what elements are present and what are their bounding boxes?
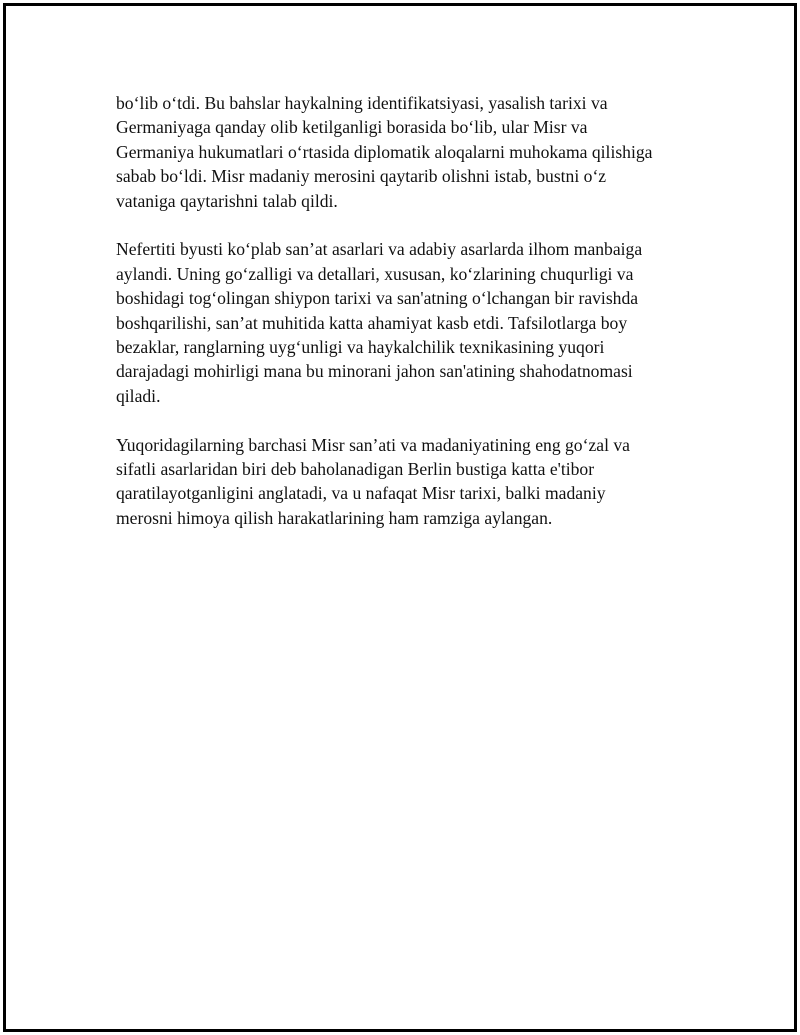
text-line: Yuqoridagilarning barchasi Misr san’ati va madaniyatining eng go‘zal va bbox=[116, 434, 630, 455]
paragraph-1 bbox=[116, 91, 706, 213]
document-body bbox=[116, 91, 706, 555]
text-line: merosni himoya qilish harakatlarining ham ramziga aylangan. bbox=[116, 507, 553, 528]
text-line: boshqarilishi, san’at muhitida katta ahamiyat kasb etdi. Tafsilotlarga boy bbox=[116, 312, 628, 333]
text-line: bezaklar, ranglarning uyg‘unligi va haykalchilik texnikasining yuqori bbox=[116, 337, 605, 358]
text-line: boshidagi tog‘olingan shiypon tarixi va san'atning o‘lchangan bir ravishda bbox=[116, 288, 639, 309]
text-line: bo‘lib o‘tdi. Bu bahslar haykalning identifikatsiyasi, yasalish tarixi va bbox=[116, 93, 608, 113]
paragraph-3 bbox=[116, 433, 706, 531]
text-line: sabab bo‘ldi. Misr madaniy merosini qaytarib olishni istab, bustni o‘z bbox=[116, 166, 607, 187]
text-line: qiladi. bbox=[116, 385, 161, 406]
text-line: Germaniya hukumatlari o‘rtasida diplomatik aloqalarni muhokama qilishiga bbox=[116, 141, 653, 162]
text-line: darajadagi mohirligi mana bu minorani jahon san'atining shahodatnomasi bbox=[116, 361, 633, 382]
text-line: qaratilayotganligini anglatadi, va u nafaqat Misr tarixi, balki madaniy bbox=[116, 483, 606, 504]
paragraph-2 bbox=[116, 237, 706, 408]
text-line: Germaniyaga qanday olib ketilganligi borasida bo‘lib, ular Misr va bbox=[116, 117, 588, 138]
text-line: Nefertiti byusti ko‘plab san’at asarlari va adabiy asarlarda ilhom manbaiga bbox=[116, 239, 643, 260]
text-line: aylandi. Uning go‘zalligi va detallari, xususan, ko‘zlarining chuqurligi va bbox=[116, 263, 634, 284]
text-line: vataniga qaytarishni talab qildi. bbox=[116, 190, 338, 211]
text-line: sifatli asarlaridan biri deb baholanadigan Berlin bustiga katta e'tibor bbox=[116, 459, 595, 480]
